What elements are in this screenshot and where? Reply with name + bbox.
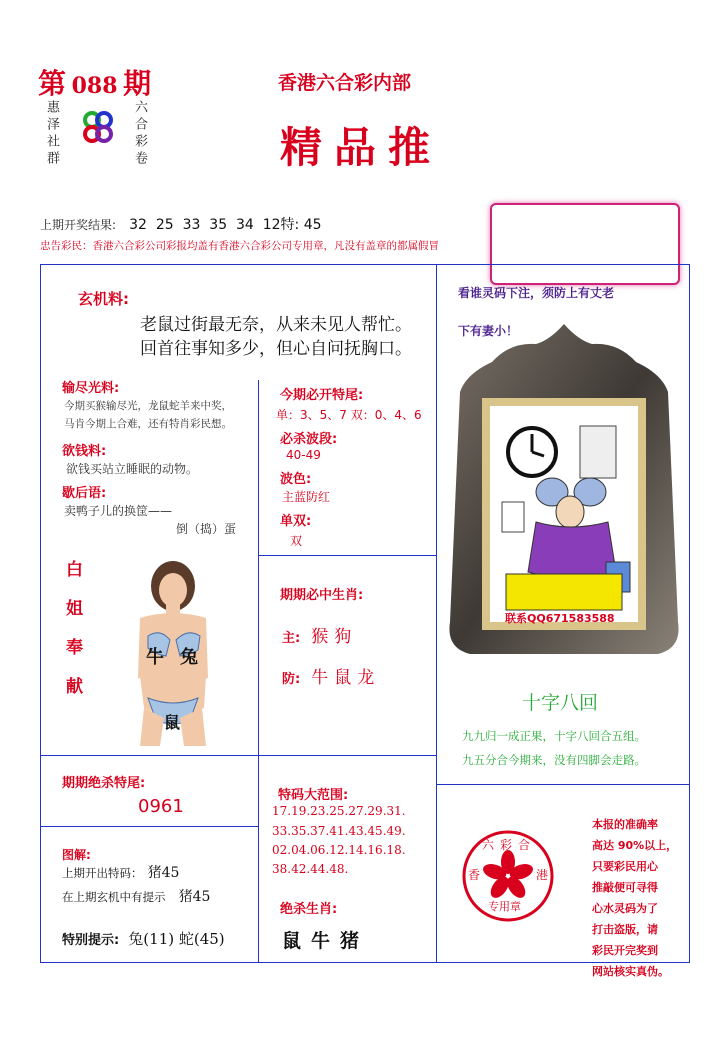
issue-suffix: 期 xyxy=(123,67,152,100)
divider-a xyxy=(40,755,436,756)
yujin-label: 输尽光料: xyxy=(62,381,120,396)
issue-number: 088 xyxy=(71,73,118,99)
xuanji-line1: 老鼠过街最无奈，从来未见人帮忙。 xyxy=(140,315,412,335)
tujie-row1 xyxy=(62,862,179,882)
seal-left: 香 xyxy=(468,868,481,882)
yujin-line2: 马肯今期上合难，还有特肖彩民想。 xyxy=(64,418,232,430)
special-value: 兔(11) 蛇(45) xyxy=(128,930,225,948)
divider-c xyxy=(436,784,690,785)
last-draw-row xyxy=(40,214,322,234)
wave-value: 40-49 xyxy=(286,448,321,462)
photo-tag-1: 牛 xyxy=(146,647,164,668)
color-label: 波色: xyxy=(280,472,312,487)
parity-label: 单双: xyxy=(280,514,312,529)
tujie-row1-label: 上期开出特码： xyxy=(62,866,143,880)
frame-caption: 联系QQ671583588 xyxy=(505,612,615,625)
divider-b xyxy=(40,826,258,827)
range-line4: 38.42.44.48. xyxy=(272,862,349,876)
last-draw-label: 上期开奖结果: xyxy=(40,218,117,232)
phrase-line1: 九九归一成正果，十字八回合五组。 xyxy=(462,729,646,743)
right-top-line1: 看谁灵码下注，须防上有丈老 xyxy=(458,286,615,300)
tujie-row2-label: 在上期玄机中有提示 xyxy=(62,890,166,904)
main-zodiac-value: 猴狗 xyxy=(311,627,358,647)
last-draw-numbers: 32 25 33 35 34 12特: 45 xyxy=(129,217,322,233)
photo-tag-3: 鼠 xyxy=(164,713,181,732)
brand-left: 惠泽社群 xyxy=(44,100,59,168)
accuracy-line5: 心水灵码为了 xyxy=(592,902,658,915)
special-label: 特别提示: xyxy=(62,933,120,948)
phrase-title: 十字八回 xyxy=(522,692,599,714)
kill-zodiac-value: 鼠牛猪 xyxy=(282,930,370,952)
range-line2: 33.35.37.41.43.45.49. xyxy=(272,824,406,838)
xiehouyu-line2: 倒（捣）蛋 xyxy=(176,522,237,536)
zodiac-label: 期期必中生肖: xyxy=(280,588,364,603)
tujie-row2-value: 猪45 xyxy=(178,889,211,905)
issue-header xyxy=(38,62,151,102)
seal-bottom: 专用章 xyxy=(488,900,521,913)
xuanji-label: 玄机料: xyxy=(78,290,129,308)
kill-zodiac-label: 绝杀生肖: xyxy=(280,902,338,917)
xiehouyu-label: 歇后语: xyxy=(62,486,107,501)
tail-value: 单：3、5、7 双：0、4、6 xyxy=(276,408,422,422)
photo-side-text: 白姐奉献 xyxy=(62,560,82,716)
wave-label: 必杀波段: xyxy=(280,432,338,447)
accuracy-line4: 推敲便可寻得 xyxy=(592,881,658,894)
xiehouyu-line1: 卖鸭子儿的换筐—— xyxy=(64,504,173,518)
right-top-line2: 下有妻小！ xyxy=(458,324,519,338)
color-value: 主蓝防红 xyxy=(282,490,331,504)
yujin-line1: 今期买猴输尽光，龙鼠蛇羊来中奖， xyxy=(64,400,232,412)
kill-tail-value: 0961 xyxy=(138,796,184,817)
accuracy-line7: 彩民开完奖到 xyxy=(592,944,658,957)
seal-right: 港 xyxy=(536,868,549,882)
banner-title: 香港六合彩内部 xyxy=(278,72,412,94)
accuracy-line8: 网站核实真伪。 xyxy=(592,965,669,978)
issue-prefix: 第 xyxy=(38,67,67,100)
range-line3: 02.04.06.12.14.16.18. xyxy=(272,843,406,857)
kill-tail-label: 期期绝杀特尾: xyxy=(62,776,146,791)
guard-zodiac-row xyxy=(282,663,380,688)
notice-text: 忠告彩民：香港六合彩公司彩报均盖有香港六合彩公司专用章，凡没有盖章的都属假冒 xyxy=(40,240,439,252)
tujie-row2 xyxy=(62,886,210,906)
phrase-line2: 九五分合今期来，没有四脚会走路。 xyxy=(462,753,646,767)
accuracy-line3: 只要彩民用心 xyxy=(592,860,658,873)
accuracy-line6: 打击盗版，请 xyxy=(592,923,658,936)
tujie-row1-value: 猪45 xyxy=(147,865,180,881)
tail-label: 今期必开特尾: xyxy=(280,388,364,403)
lottery-logo-icon xyxy=(78,108,118,148)
main-title: 精品推 xyxy=(280,123,443,172)
main-zodiac-row xyxy=(282,622,357,647)
accuracy-line2: 高达 90%以上， xyxy=(592,839,678,852)
yuqian-label: 欲钱料: xyxy=(62,444,107,459)
photo-tag-2: 兔 xyxy=(180,647,198,668)
divider-d xyxy=(258,555,436,556)
guard-zodiac-label: 防: xyxy=(282,672,301,687)
accuracy-block xyxy=(592,814,677,982)
seal-top: 六彩合 xyxy=(482,838,537,852)
range-line1: 17.19.23.25.27.29.31. xyxy=(272,804,406,818)
main-zodiac-label: 主: xyxy=(282,631,301,646)
right-column-divider xyxy=(436,264,437,963)
xuanji-line2: 回首往事知多少，但心自问抚胸口。 xyxy=(140,339,412,359)
yuqian-text: 欲钱买站立睡眠的动物。 xyxy=(66,462,199,476)
accuracy-line1: 本报的准确率 xyxy=(592,818,658,831)
divider-e xyxy=(258,380,259,963)
brand-right: 六合彩卷 xyxy=(132,100,147,168)
guard-zodiac-value: 牛鼠龙 xyxy=(311,668,381,688)
special-row xyxy=(62,928,225,949)
parity-value: 双 xyxy=(290,534,303,548)
range-label: 特码大范围: xyxy=(278,788,349,803)
tujie-label: 图解: xyxy=(62,848,91,862)
